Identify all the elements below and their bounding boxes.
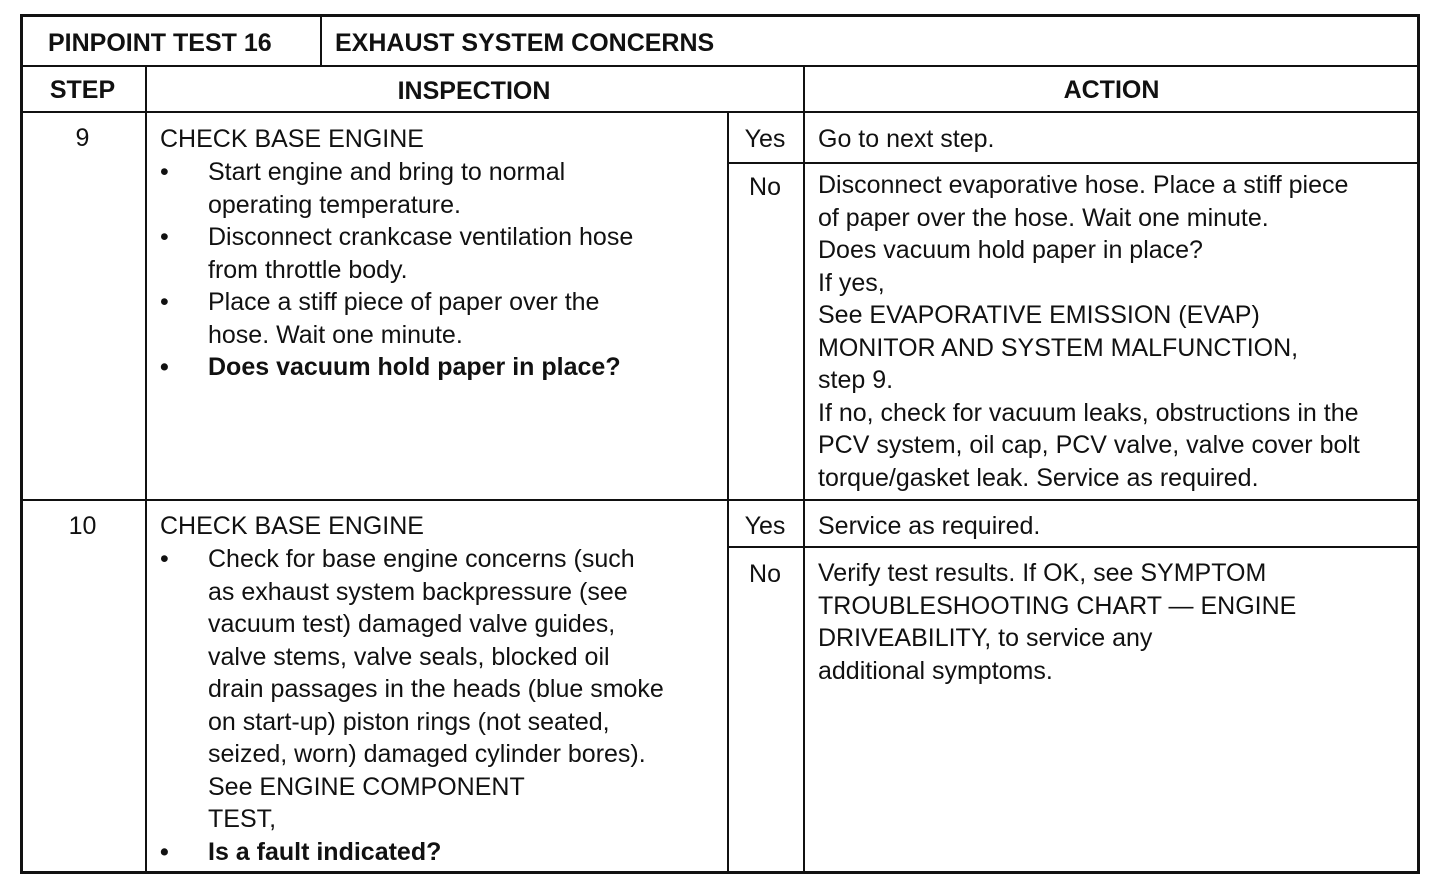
bullet-line: valve stems, valve seals, blocked oil (208, 642, 610, 671)
bullet-line: from throttle body. (208, 255, 408, 284)
action-line: of paper over the hose. Wait one minute. (818, 203, 1269, 232)
action-line: Does vacuum hold paper in place? (818, 236, 1203, 264)
action-line: If yes, (818, 268, 885, 297)
action-line: MONITOR AND SYSTEM MALFUNCTION, (818, 333, 1299, 362)
inspection-bullets (160, 156, 633, 384)
no-action (818, 169, 1360, 494)
action-line: PCV system, oil cap, PCV valve, valve cover bolt (818, 431, 1360, 459)
action-column-divider (803, 65, 805, 874)
no-action (818, 557, 1296, 687)
pinpoint-test-id: PINPOINT TEST 16 (48, 29, 272, 57)
column-header-action: ACTION (1063, 76, 1160, 104)
bullet-line: on start-up) piston rings (not seated, (208, 707, 610, 736)
no-label: No (749, 560, 781, 588)
bullet-item-question (160, 836, 664, 869)
action-line: torque/gasket leak. Service as required. (818, 463, 1259, 492)
row-divider (20, 499, 1420, 501)
action-line: Disconnect evaporative hose. Place a stiff piece (818, 171, 1349, 199)
step9-yes-no-divider (727, 162, 1420, 164)
bullet-line: Does vacuum hold paper in place? (208, 353, 621, 381)
bullet-item (160, 156, 633, 221)
action-line: Verify test results. If OK, see SYMPTOM (818, 559, 1267, 587)
action-line: step 9. (818, 366, 894, 394)
column-header-divider (20, 111, 1420, 113)
step10-yes-no-divider (727, 546, 1420, 548)
column-header-step: STEP (49, 76, 116, 104)
bullet-line: operating temperature. (208, 190, 461, 219)
column-header-inspection: INSPECTION (397, 77, 551, 105)
bullet-line: seized, worn) damaged cylinder bores). (208, 740, 646, 768)
bullet-line: Is a fault indicated? (208, 837, 442, 866)
action-line: additional symptoms. (818, 656, 1053, 685)
bullet-line: Disconnect crankcase ventilation hose (208, 223, 634, 251)
bullet-line: See ENGINE COMPONENT (208, 772, 525, 801)
bullet-icon: • (160, 837, 169, 866)
bullet-line: as exhaust system backpressure (see (208, 577, 628, 606)
header-title-divider (320, 14, 322, 66)
bullet-item (160, 543, 664, 836)
bullet-icon: • (160, 158, 169, 186)
bullet-line: Start engine and bring to normal (208, 158, 566, 186)
yes-label: Yes (744, 125, 786, 153)
action-line: TROUBLESHOOTING CHART — ENGINE (818, 591, 1297, 620)
test-title: EXHAUST SYSTEM CONCERNS (335, 29, 715, 57)
header-divider (20, 65, 1420, 67)
yes-action: Go to next step. (818, 125, 995, 153)
bullet-icon: • (160, 353, 169, 381)
bullet-line: hose. Wait one minute. (208, 320, 463, 349)
action-line: DRIVEABILITY, to service any (818, 624, 1153, 652)
inspection-title: CHECK BASE ENGINE (160, 125, 424, 153)
bullet-line: TEST, (208, 805, 277, 833)
yes-label: Yes (744, 512, 786, 540)
bullet-item (160, 286, 633, 351)
bullet-line: drain passages in the heads (blue smoke (208, 675, 664, 703)
inspection-title: CHECK BASE ENGINE (160, 512, 424, 540)
bullet-icon: • (160, 223, 169, 251)
action-line: If no, check for vacuum leaks, obstructions in the (818, 398, 1359, 427)
no-label: No (749, 173, 781, 201)
step-number: 10 (68, 512, 97, 540)
bullet-icon: • (160, 545, 169, 573)
action-line: See EVAPORATIVE EMISSION (EVAP) (818, 301, 1260, 329)
bullet-line: vacuum test) damaged valve guides, (208, 610, 616, 638)
step-column-divider (145, 65, 147, 874)
bullet-item-question (160, 351, 633, 384)
bullet-line: Place a stiff piece of paper over the (208, 288, 600, 316)
bullet-item (160, 221, 633, 286)
bullet-line: Check for base engine concerns (such (208, 545, 635, 573)
yes-action: Service as required. (818, 512, 1041, 540)
bullet-icon: • (160, 288, 169, 316)
yes-no-column-divider (727, 111, 729, 874)
step-number: 9 (75, 124, 90, 152)
inspection-bullets (160, 543, 664, 868)
